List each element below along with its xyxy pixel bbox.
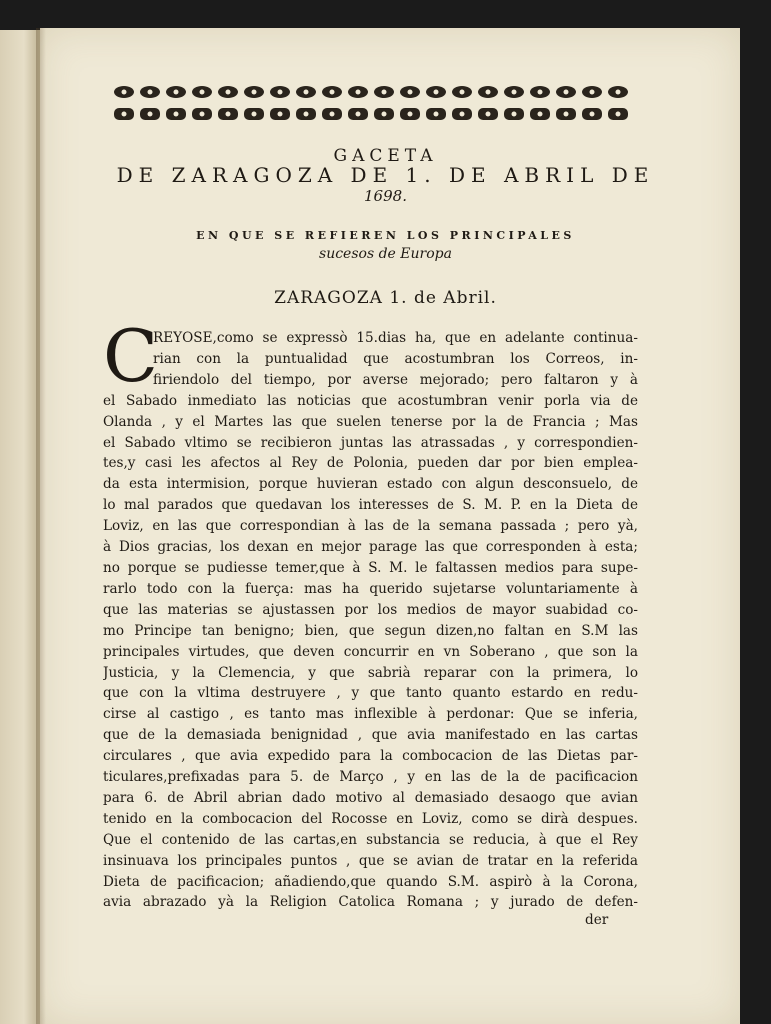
text-line: da esta intermision, porque huvieran estado con algun desconsuelo, de [103, 476, 638, 493]
text-line: no porque se pudiesse temer,que à S. M. le faltassen medios para supe- [103, 559, 638, 576]
gazette-subtitle: DE ZARAGOZA DE 1. DE ABRIL DE [116, 163, 655, 187]
ornamental-border-icon [112, 80, 634, 128]
section-heading: ZARAGOZA 1. de Abril. [274, 288, 497, 308]
text-line: principales virtudes, que deven concurrir en vn Soberano , que son la [103, 643, 638, 660]
text-line: el Sabado inmediato las noticias que acostumbran venir porla via de [103, 392, 638, 409]
catchword: der [585, 912, 609, 928]
text-line: que de la demasiada benignidad , que avia manifestado en las cartas [103, 727, 638, 744]
text-line: rian con la puntualidad que acostumbran los Correos, in- [153, 350, 638, 367]
description-line-1: EN QUE SE REFIEREN LOS PRINCIPALES [196, 229, 575, 242]
text-line: que con la vltima destruyere , y que tanto quanto estardo en redu- [103, 685, 638, 702]
description-line-2: sucesos de Europa [319, 246, 452, 262]
text-line: Justicia, y la Clemencia, y que sabrià reparar con la primera, lo [103, 664, 638, 681]
gazette-year: 1698. [364, 187, 407, 205]
text-line: circulares , que avia expedido para la combocacion de las Dietas par- [103, 748, 638, 765]
text-line: lo mal parados que quedavan los interesses de S. M. P. en la Dieta de [103, 497, 638, 514]
text-line: REYOSE,como se expressò 15.dias ha, que en adelante continua- [153, 330, 638, 346]
gazette-title: GACETA [333, 146, 438, 166]
drop-cap: C [103, 314, 159, 398]
text-line: mo Principe tan benigno; bien, que segun dizen,no faltan en S.M las [103, 622, 638, 639]
text-line: tenido en la combocacion del Rocosse en Loviz, como se dirà despues. [103, 810, 638, 827]
text-line: ticulares,prefixadas para 5. de Março , y en las de la de pacificacion [103, 769, 638, 786]
article-body [103, 314, 638, 913]
text-line: rarlo todo con la fuerça: mas ha querido sujetarse voluntariamente à [103, 580, 638, 597]
text-line: insinuava los principales puntos , que se avian de tratar en la referida [103, 852, 638, 869]
text-line: Que el contenido de las cartas,en substancia se reducia, à que el Rey [103, 831, 638, 848]
text-line: para 6. de Abril abrian dado motivo al demasiado desaogo que avian [103, 789, 638, 806]
text-line: cirse al castigo , es tanto mas inflexible à perdonar: Que se inferia, [103, 706, 638, 723]
text-line: que las materias se ajustassen por los medios de mayor suabidad co- [103, 601, 638, 618]
text-line: à Dios gracias, los dexan en mejor parage las que corresponden à esta; [103, 539, 638, 556]
text-line: Dieta de pacificacion; añadiendo,que quando S.M. aspirò à la Corona, [103, 873, 638, 890]
text-line: tes,y casi les afectos al Rey de Polonia, pueden dar por bien emplea- [103, 455, 638, 472]
text-line: avia abrazado yà la Religion Catolica Romana ; y jurado de defen- [103, 894, 638, 911]
text-line: firiendolo del tiempo, por averse mejorado; pero faltaron y à [153, 371, 638, 388]
text-line: Loviz, en las que correspondian à las de la semana passada ; pero yà, [103, 518, 638, 535]
text-line: Olanda , y el Martes las que suelen tenerse por la de Francia ; Mas [103, 413, 638, 430]
text-line: el Sabado vltimo se recibieron juntas las atrassadas , y correspondien- [103, 434, 638, 451]
